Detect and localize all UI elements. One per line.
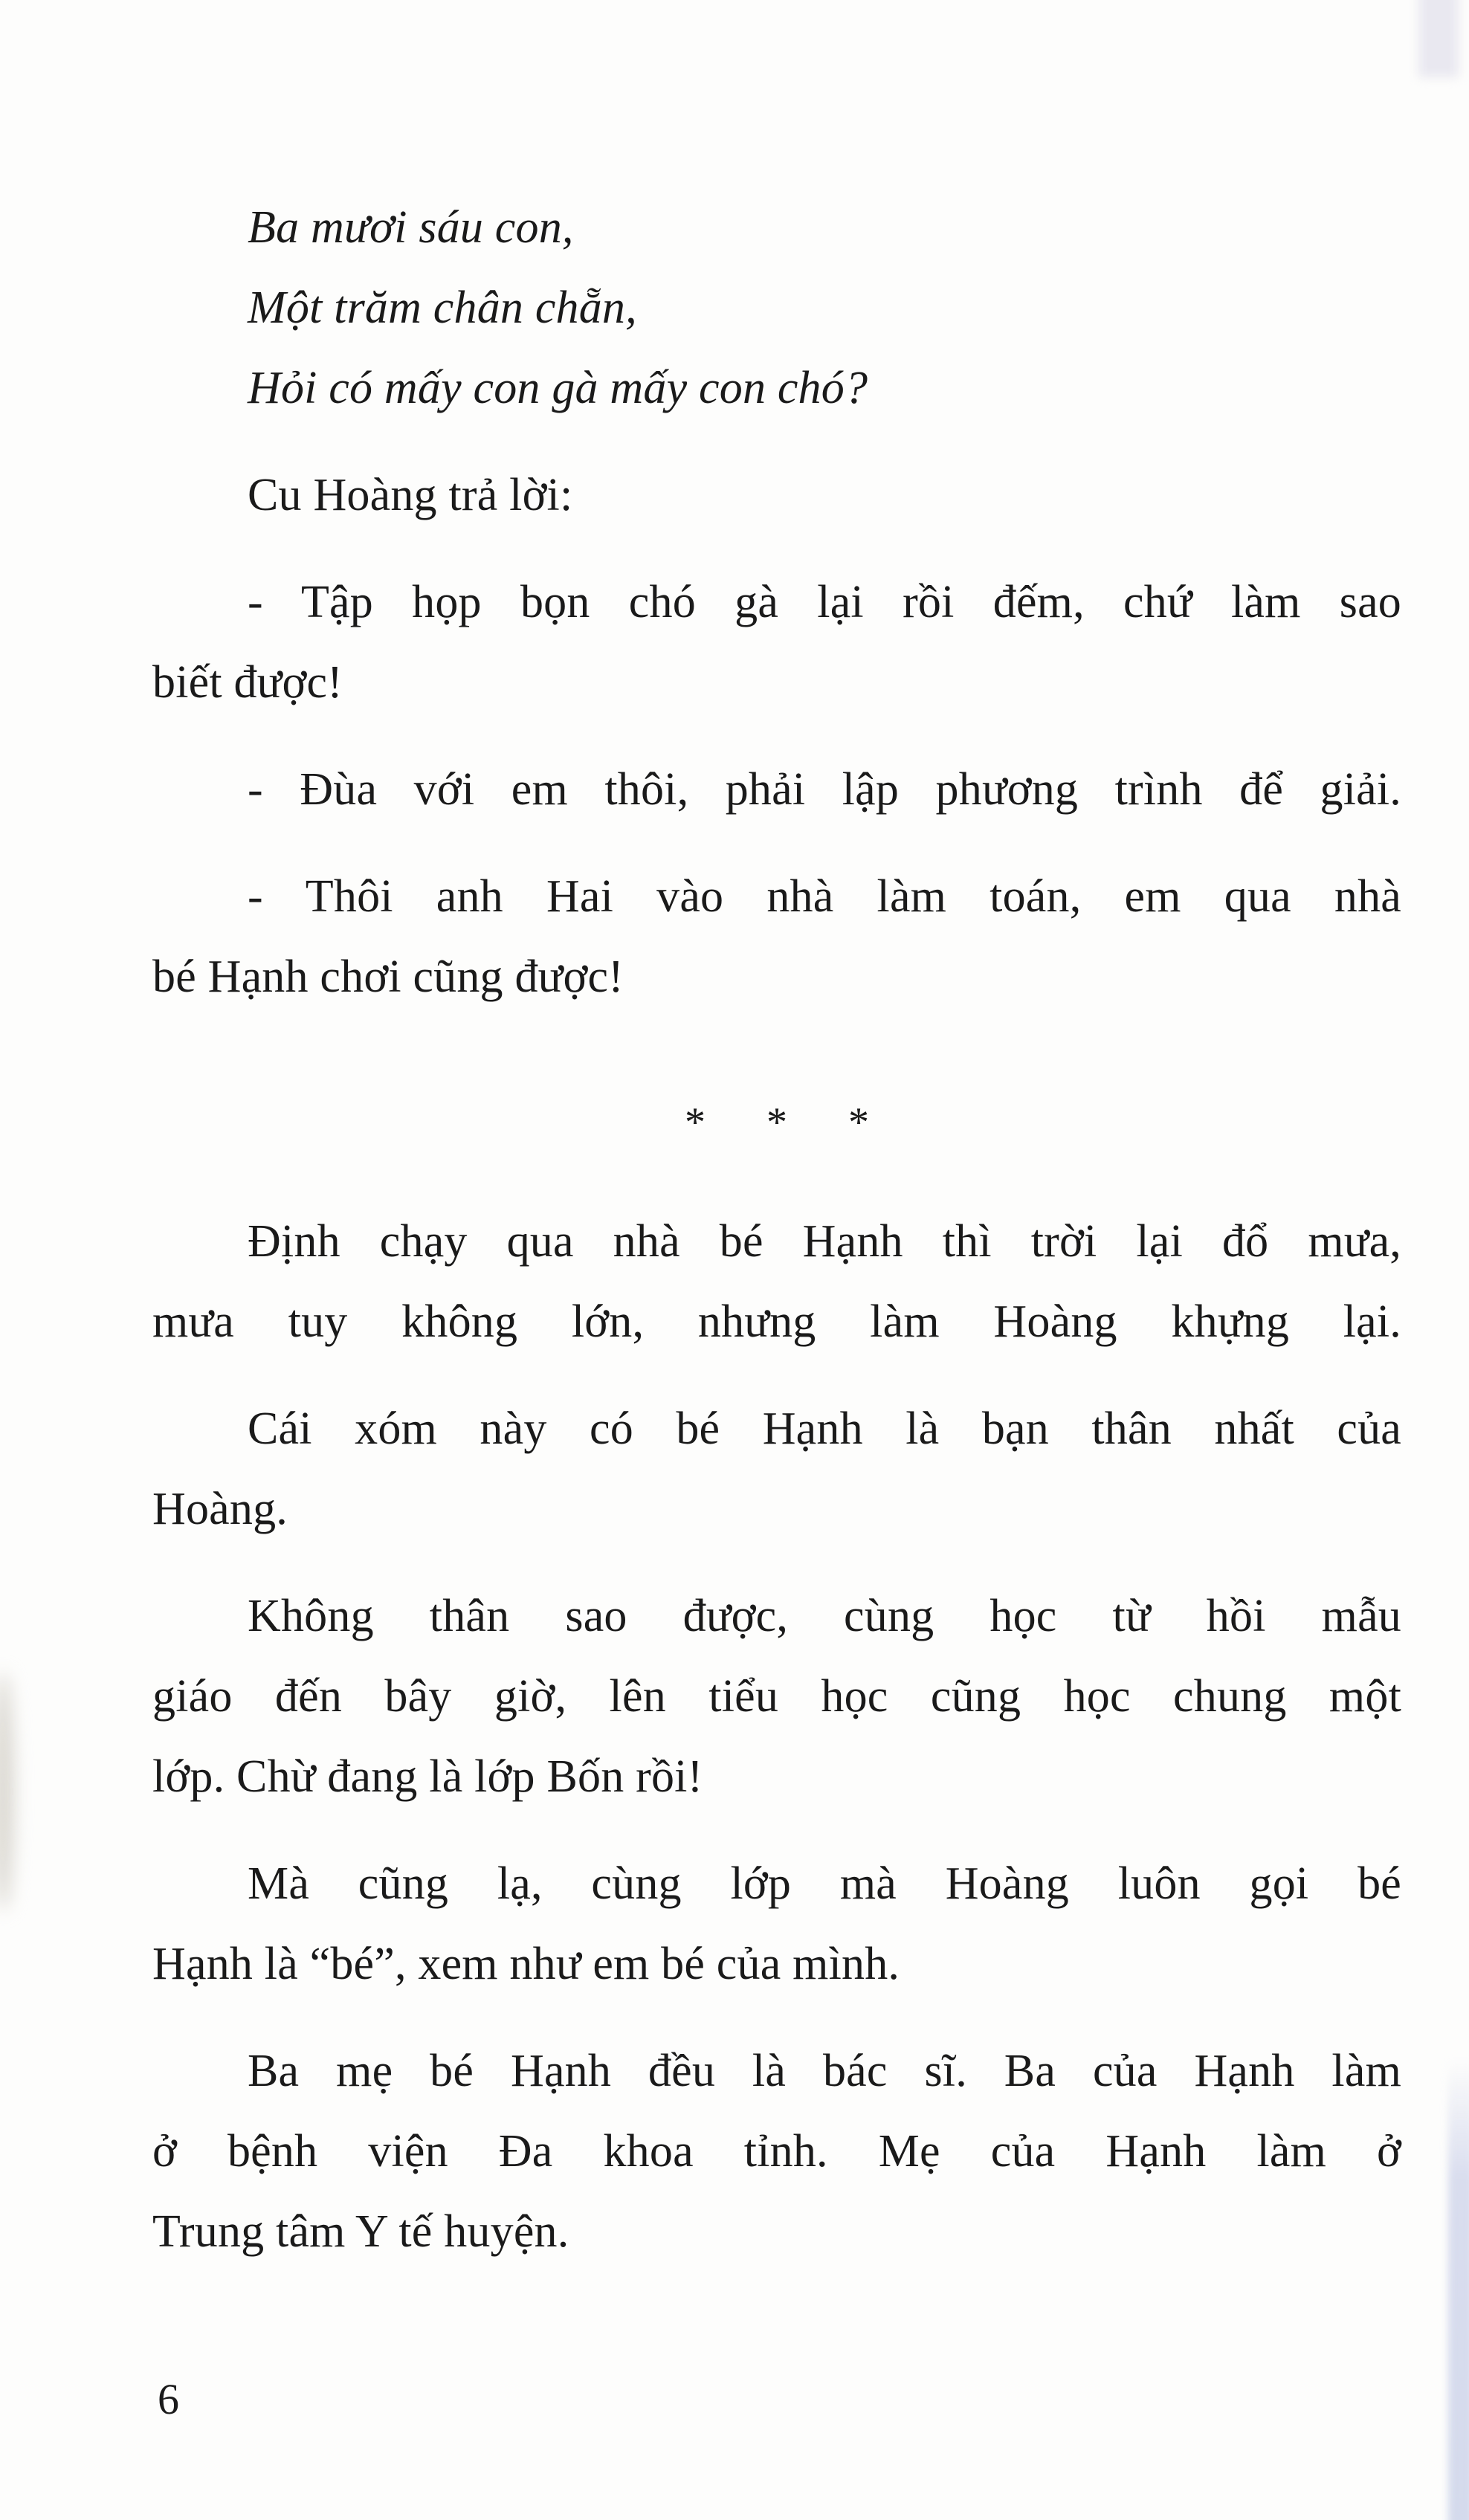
text-line: Cái xóm này có bé Hạnh là bạn thân nhất của: [248, 1403, 1401, 1454]
text-line: Ba mẹ bé Hạnh đều là bác sĩ. Ba của Hạnh làm: [248, 2046, 1401, 2096]
page-number: 6: [158, 2375, 179, 2423]
text-line: Định chạy qua nhà bé Hạnh thì trời lại đổ mưa,: [248, 1216, 1401, 1267]
paragraph: [152, 187, 1401, 428]
paragraph: [152, 2031, 1401, 2272]
page-text-column: [152, 187, 1401, 2272]
text-line: bé Hạnh chơi cũng được!: [152, 952, 624, 1002]
scan-artifact-right-strip: [1448, 2059, 1469, 2520]
paragraph: [152, 1844, 1401, 2004]
text-line: ở bệnh viện Đa khoa tỉnh. Mẹ của Hạnh làm ở: [152, 2126, 1401, 2177]
text-line: Cu Hoàng trả lời:: [248, 470, 573, 520]
separator-stars: * * *: [685, 1099, 894, 1146]
paragraph: [152, 1576, 1401, 1817]
text-line: - Đùa với em thôi, phải lập phương trình để giải.: [248, 764, 1401, 815]
text-line: Hạnh là “bé”, xem như em bé của mình.: [152, 1939, 900, 1989]
text-line: biết được!: [152, 657, 343, 708]
paragraph: [152, 1201, 1401, 1362]
paragraph: [152, 1389, 1401, 1549]
text-line: Một trăm chân chẵn,: [248, 282, 637, 333]
section-separator: [152, 1082, 1401, 1163]
text-line: lớp. Chừ đang là lớp Bốn rồi!: [152, 1751, 703, 1802]
text-line: Ba mươi sáu con,: [248, 202, 574, 253]
text-line: mưa tuy không lớn, nhưng làm Hoàng khựng lại.: [152, 1296, 1401, 1347]
text-line: Hỏi có mấy con gà mấy con chó?: [248, 363, 868, 413]
text-line: Trung tâm Y tế huyện.: [152, 2206, 569, 2257]
paragraph: [152, 455, 1401, 535]
text-line: - Thôi anh Hai vào nhà làm toán, em qua nhà: [248, 871, 1401, 922]
paragraph: [152, 749, 1401, 830]
text-line: giáo đến bây giờ, lên tiểu học cũng học chung một: [152, 1671, 1401, 1722]
text-line: Hoàng.: [152, 1484, 288, 1534]
text-line: - Tập họp bọn chó gà lại rồi đếm, chứ làm sao: [248, 577, 1401, 627]
paragraph: [152, 856, 1401, 1017]
text-line: Mà cũng lạ, cùng lớp mà Hoàng luôn gọi bé: [248, 1858, 1401, 1909]
text-line: Không thân sao được, cùng học từ hồi mẫu: [248, 1591, 1401, 1641]
paragraph: [152, 562, 1401, 723]
scan-artifact-top-right: [1418, 0, 1459, 77]
scan-artifact-left-smudge: [0, 1673, 13, 1910]
